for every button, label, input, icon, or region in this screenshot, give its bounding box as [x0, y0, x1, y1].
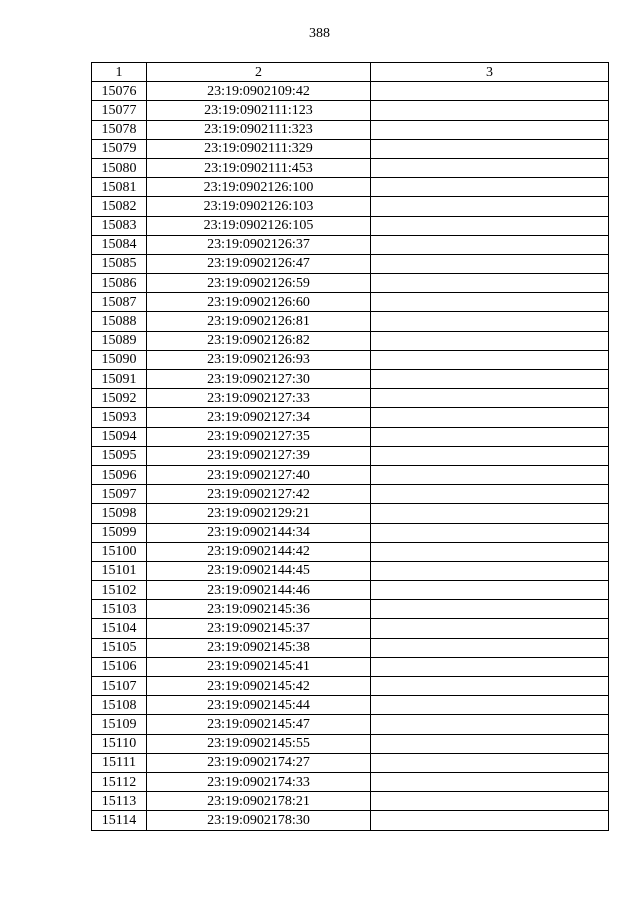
- note-cell: [371, 370, 609, 389]
- table-row: [92, 82, 609, 101]
- table-row: [92, 197, 609, 216]
- row-number-cell: 15079: [92, 139, 147, 158]
- table-row: [92, 370, 609, 389]
- table-row: [92, 811, 609, 830]
- cadastral-number-cell: 23:19:0902145:47: [147, 715, 371, 734]
- table-row: [92, 696, 609, 715]
- table-row: [92, 293, 609, 312]
- register-table: [91, 62, 609, 831]
- cadastral-number-cell: 23:19:0902127:39: [147, 446, 371, 465]
- note-cell: [371, 254, 609, 273]
- note-cell: [371, 811, 609, 830]
- table-header: [92, 63, 609, 82]
- row-number-cell: 15088: [92, 312, 147, 331]
- row-number-cell: 15078: [92, 120, 147, 139]
- row-number-cell: 15100: [92, 542, 147, 561]
- cadastral-number-cell: 23:19:0902127:40: [147, 465, 371, 484]
- cadastral-number-cell: 23:19:0902126:100: [147, 178, 371, 197]
- table-row: [92, 389, 609, 408]
- cadastral-number-cell: 23:19:0902129:21: [147, 504, 371, 523]
- cadastral-number-cell: 23:19:0902111:323: [147, 120, 371, 139]
- row-number-cell: 15080: [92, 158, 147, 177]
- header-row: [92, 63, 609, 82]
- cadastral-number-cell: 23:19:0902111:123: [147, 101, 371, 120]
- note-cell: [371, 274, 609, 293]
- table-row: [92, 753, 609, 772]
- table-row: [92, 523, 609, 542]
- table-row: [92, 158, 609, 177]
- table-row: [92, 216, 609, 235]
- note-cell: [371, 600, 609, 619]
- row-number-cell: 15101: [92, 561, 147, 580]
- cadastral-number-cell: 23:19:0902144:34: [147, 523, 371, 542]
- cadastral-number-cell: 23:19:0902127:34: [147, 408, 371, 427]
- note-cell: [371, 753, 609, 772]
- cadastral-number-cell: 23:19:0902126:37: [147, 235, 371, 254]
- note-cell: [371, 235, 609, 254]
- table-row: [92, 101, 609, 120]
- row-number-cell: 15097: [92, 485, 147, 504]
- row-number-cell: 15111: [92, 753, 147, 772]
- note-cell: [371, 427, 609, 446]
- row-number-cell: 15113: [92, 792, 147, 811]
- table-row: [92, 619, 609, 638]
- row-number-cell: 15085: [92, 254, 147, 273]
- cadastral-number-cell: 23:19:0902127:35: [147, 427, 371, 446]
- table-row: [92, 581, 609, 600]
- note-cell: [371, 139, 609, 158]
- cadastral-number-cell: 23:19:0902126:81: [147, 312, 371, 331]
- table-row: [92, 331, 609, 350]
- cadastral-number-cell: 23:19:0902145:41: [147, 657, 371, 676]
- note-cell: [371, 158, 609, 177]
- note-cell: [371, 581, 609, 600]
- note-cell: [371, 178, 609, 197]
- row-number-cell: 15082: [92, 197, 147, 216]
- cadastral-number-cell: 23:19:0902126:103: [147, 197, 371, 216]
- cadastral-number-cell: 23:19:0902126:82: [147, 331, 371, 350]
- note-cell: [371, 734, 609, 753]
- table-row: [92, 235, 609, 254]
- cadastral-number-cell: 23:19:0902144:46: [147, 581, 371, 600]
- table-row: [92, 677, 609, 696]
- table-body: [92, 82, 609, 830]
- note-cell: [371, 523, 609, 542]
- note-cell: [371, 696, 609, 715]
- cadastral-number-cell: 23:19:0902178:30: [147, 811, 371, 830]
- table-row: [92, 427, 609, 446]
- cadastral-number-cell: 23:19:0902145:37: [147, 619, 371, 638]
- table-row: [92, 446, 609, 465]
- note-cell: [371, 101, 609, 120]
- row-number-cell: 15102: [92, 581, 147, 600]
- cadastral-number-cell: 23:19:0902145:55: [147, 734, 371, 753]
- table-row: [92, 485, 609, 504]
- row-number-cell: 15109: [92, 715, 147, 734]
- cadastral-number-cell: 23:19:0902126:93: [147, 350, 371, 369]
- cadastral-number-cell: 23:19:0902126:47: [147, 254, 371, 273]
- row-number-cell: 15098: [92, 504, 147, 523]
- note-cell: [371, 504, 609, 523]
- table-row: [92, 792, 609, 811]
- note-cell: [371, 331, 609, 350]
- note-cell: [371, 772, 609, 791]
- row-number-cell: 15094: [92, 427, 147, 446]
- table-row: [92, 120, 609, 139]
- table-row: [92, 408, 609, 427]
- note-cell: [371, 542, 609, 561]
- page-number: 388: [309, 26, 330, 41]
- row-number-cell: 15095: [92, 446, 147, 465]
- cadastral-number-cell: 23:19:0902111:329: [147, 139, 371, 158]
- cadastral-number-cell: 23:19:0902145:44: [147, 696, 371, 715]
- cadastral-number-cell: 23:19:0902174:27: [147, 753, 371, 772]
- note-cell: [371, 216, 609, 235]
- row-number-cell: 15086: [92, 274, 147, 293]
- note-cell: [371, 446, 609, 465]
- row-number-cell: 15096: [92, 465, 147, 484]
- table-row: [92, 734, 609, 753]
- row-number-cell: 15105: [92, 638, 147, 657]
- row-number-cell: 15076: [92, 82, 147, 101]
- column-header-2: 2: [147, 63, 371, 82]
- row-number-cell: 15087: [92, 293, 147, 312]
- note-cell: [371, 197, 609, 216]
- row-number-cell: 15089: [92, 331, 147, 350]
- row-number-cell: 15093: [92, 408, 147, 427]
- table-row: [92, 657, 609, 676]
- row-number-cell: 15108: [92, 696, 147, 715]
- row-number-cell: 15110: [92, 734, 147, 753]
- note-cell: [371, 638, 609, 657]
- table-row: [92, 274, 609, 293]
- table-row: [92, 139, 609, 158]
- table-row: [92, 600, 609, 619]
- table-row: [92, 254, 609, 273]
- cadastral-number-cell: 23:19:0902126:59: [147, 274, 371, 293]
- cadastral-number-cell: 23:19:0902127:42: [147, 485, 371, 504]
- note-cell: [371, 715, 609, 734]
- row-number-cell: 15099: [92, 523, 147, 542]
- cadastral-number-cell: 23:19:0902109:42: [147, 82, 371, 101]
- row-number-cell: 15106: [92, 657, 147, 676]
- row-number-cell: 15092: [92, 389, 147, 408]
- cadastral-number-cell: 23:19:0902174:33: [147, 772, 371, 791]
- row-number-cell: 15081: [92, 178, 147, 197]
- note-cell: [371, 677, 609, 696]
- note-cell: [371, 389, 609, 408]
- note-cell: [371, 82, 609, 101]
- cadastral-number-cell: 23:19:0902127:33: [147, 389, 371, 408]
- note-cell: [371, 350, 609, 369]
- table-row: [92, 312, 609, 331]
- cadastral-number-cell: 23:19:0902144:42: [147, 542, 371, 561]
- table-row: [92, 638, 609, 657]
- cadastral-number-cell: 23:19:0902144:45: [147, 561, 371, 580]
- table-row: [92, 561, 609, 580]
- row-number-cell: 15090: [92, 350, 147, 369]
- row-number-cell: 15077: [92, 101, 147, 120]
- note-cell: [371, 561, 609, 580]
- row-number-cell: 15103: [92, 600, 147, 619]
- table-row: [92, 465, 609, 484]
- row-number-cell: 15107: [92, 677, 147, 696]
- cadastral-number-cell: 23:19:0902126:105: [147, 216, 371, 235]
- note-cell: [371, 120, 609, 139]
- cadastral-number-cell: 23:19:0902127:30: [147, 370, 371, 389]
- cadastral-number-cell: 23:19:0902111:453: [147, 158, 371, 177]
- row-number-cell: 15084: [92, 235, 147, 254]
- cadastral-number-cell: 23:19:0902126:60: [147, 293, 371, 312]
- note-cell: [371, 619, 609, 638]
- table-row: [92, 178, 609, 197]
- note-cell: [371, 312, 609, 331]
- cadastral-number-cell: 23:19:0902145:42: [147, 677, 371, 696]
- column-header-1: 1: [92, 63, 147, 82]
- note-cell: [371, 293, 609, 312]
- note-cell: [371, 792, 609, 811]
- table-row: [92, 715, 609, 734]
- table-row: [92, 350, 609, 369]
- note-cell: [371, 465, 609, 484]
- row-number-cell: 15091: [92, 370, 147, 389]
- cadastral-number-cell: 23:19:0902178:21: [147, 792, 371, 811]
- row-number-cell: 15104: [92, 619, 147, 638]
- note-cell: [371, 657, 609, 676]
- column-header-3: 3: [371, 63, 609, 82]
- table-row: [92, 504, 609, 523]
- note-cell: [371, 408, 609, 427]
- table-row: [92, 542, 609, 561]
- cadastral-number-cell: 23:19:0902145:38: [147, 638, 371, 657]
- row-number-cell: 15114: [92, 811, 147, 830]
- cadastral-number-cell: 23:19:0902145:36: [147, 600, 371, 619]
- row-number-cell: 15112: [92, 772, 147, 791]
- table-row: [92, 772, 609, 791]
- note-cell: [371, 485, 609, 504]
- row-number-cell: 15083: [92, 216, 147, 235]
